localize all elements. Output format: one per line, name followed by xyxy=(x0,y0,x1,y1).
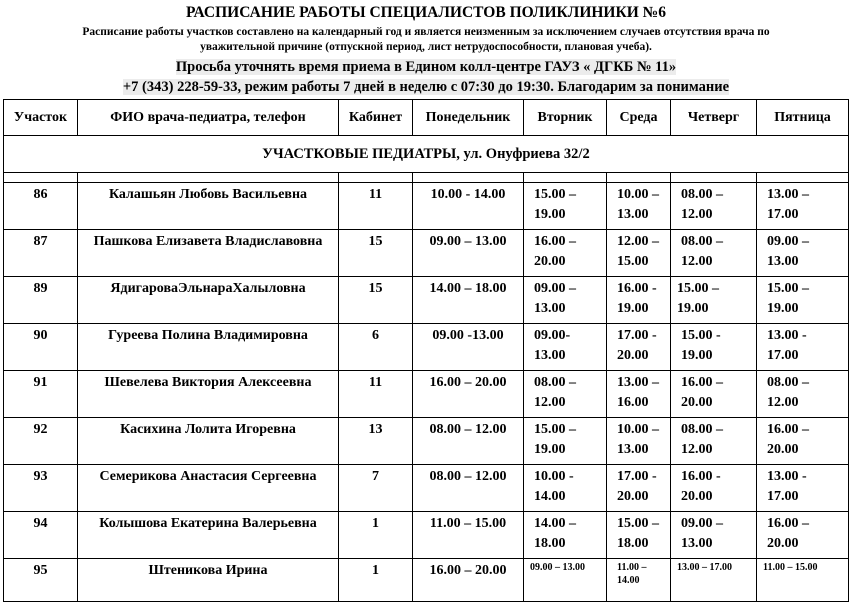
time-start: 08.00 – xyxy=(681,234,723,249)
monday-cell: 14.00 – 18.00 xyxy=(413,277,524,324)
monday-cell: 16.00 – 20.00 xyxy=(413,371,524,418)
time-start: 09.00 – xyxy=(681,516,723,531)
column-header-monday: Понедельник xyxy=(413,100,524,136)
column-header-doctor: ФИО врача-педиатра, телефон xyxy=(78,100,339,136)
time-start: 13.00 - xyxy=(767,328,807,343)
time-end: 17.00 xyxy=(767,489,799,504)
time-start: 16.00 – xyxy=(767,422,809,437)
spacer-cell xyxy=(524,173,607,183)
spacer-cell xyxy=(757,173,849,183)
time-start: 10.00 - xyxy=(534,469,574,484)
area-cell: 89 xyxy=(4,277,78,324)
thursday-cell xyxy=(671,183,757,230)
tuesday-cell xyxy=(524,230,607,277)
monday-cell: 16.00 – 20.00 xyxy=(413,559,524,602)
room-cell: 1 xyxy=(339,559,413,602)
thursday-cell xyxy=(671,230,757,277)
time-start: 09.00- xyxy=(534,328,571,343)
wednesday-cell xyxy=(607,559,671,602)
friday-cell xyxy=(757,230,849,277)
time-end: 14.00 xyxy=(617,575,640,586)
time-start: 13.00 – xyxy=(767,187,809,202)
thursday-cell xyxy=(671,512,757,559)
time-end: 20.00 xyxy=(681,395,713,410)
wednesday-cell xyxy=(607,230,671,277)
time-end: 13.00 xyxy=(617,207,649,222)
time-end: 13.00 xyxy=(681,536,713,551)
doctor-name-cell: ЯдигароваЭльнараХалыловна xyxy=(78,277,339,324)
subtitle-line-1: Расписание работы участков составлено на календарный год и является неизменным за исключением случаев отсутствия врача по xyxy=(82,26,770,38)
thursday-cell xyxy=(671,324,757,371)
room-cell: 11 xyxy=(339,371,413,418)
wednesday-cell xyxy=(607,465,671,512)
wednesday-cell xyxy=(607,418,671,465)
time-start: 14.00 – xyxy=(534,516,576,531)
doctor-name-cell: Пашкова Елизавета Владиславовна xyxy=(78,230,339,277)
friday-cell xyxy=(757,512,849,559)
wednesday-cell xyxy=(607,371,671,418)
section-row xyxy=(4,136,849,173)
friday-cell xyxy=(757,465,849,512)
tuesday-cell xyxy=(524,465,607,512)
time-start: 16.00 – xyxy=(681,375,723,390)
column-header-thursday: Четверг xyxy=(671,100,757,136)
area-cell: 91 xyxy=(4,371,78,418)
time-start: 15.00 – xyxy=(534,187,576,202)
tuesday-cell xyxy=(524,371,607,418)
thursday-cell xyxy=(671,418,757,465)
time-start: 17.00 - xyxy=(617,328,657,343)
doctor-name-cell: Колышова Екатерина Валерьевна xyxy=(78,512,339,559)
column-header-friday: Пятница xyxy=(757,100,849,136)
time-end: 20.00 xyxy=(767,442,799,457)
time-start: 13.00 - xyxy=(767,469,807,484)
room-cell: 15 xyxy=(339,230,413,277)
time-start: 15.00 - xyxy=(681,328,721,343)
wednesday-cell xyxy=(607,324,671,371)
time-start: 08.00 – xyxy=(681,187,723,202)
subtitle-line-2: уважительной причине (отпускной период, лист нетрудоспособности, плановая учеба). xyxy=(200,41,652,53)
monday-cell: 08.00 – 12.00 xyxy=(413,418,524,465)
table-row xyxy=(4,559,849,602)
time-start: 12.00 – xyxy=(617,234,659,249)
area-cell: 92 xyxy=(4,418,78,465)
time-start: 15.00 – xyxy=(617,516,659,531)
spacer-cell xyxy=(671,173,757,183)
doctor-name-cell: Шевелева Виктория Алексеевна xyxy=(78,371,339,418)
time-range: 13.00 – 17.00 xyxy=(677,562,732,573)
room-cell: 6 xyxy=(339,324,413,371)
time-end: 12.00 xyxy=(534,395,566,410)
time-end: 16.00 xyxy=(617,395,649,410)
column-header-wednesday: Среда xyxy=(607,100,671,136)
monday-cell: 08.00 – 12.00 xyxy=(413,465,524,512)
time-start: 16.00 – xyxy=(767,516,809,531)
tuesday-cell xyxy=(524,183,607,230)
tuesday-cell xyxy=(524,277,607,324)
call-center-notice xyxy=(0,59,852,76)
monday-cell: 09.00 – 13.00 xyxy=(413,230,524,277)
time-end: 19.00 xyxy=(617,301,649,316)
spacer-row xyxy=(4,173,849,183)
time-end: 14.00 xyxy=(534,489,566,504)
room-cell: 1 xyxy=(339,512,413,559)
friday-cell xyxy=(757,183,849,230)
time-end: 12.00 xyxy=(681,207,713,222)
time-end: 20.00 xyxy=(534,254,566,269)
spacer-cell xyxy=(339,173,413,183)
friday-cell xyxy=(757,371,849,418)
time-end: 19.00 xyxy=(677,301,709,316)
table-header-row xyxy=(4,100,849,136)
tuesday-cell xyxy=(524,559,607,602)
wednesday-cell xyxy=(607,277,671,324)
time-start: 09.00 – xyxy=(534,281,576,296)
time-end: 20.00 xyxy=(767,536,799,551)
time-end: 13.00 xyxy=(534,301,566,316)
monday-cell: 09.00 -13.00 xyxy=(413,324,524,371)
thursday-cell xyxy=(671,277,757,324)
time-start: 16.00 - xyxy=(617,281,657,296)
time-end: 13.00 xyxy=(534,348,566,363)
area-cell: 95 xyxy=(4,559,78,602)
call-center-text: Просьба уточнять время приема в Едином колл-центре ГАУЗ « ДГКБ № 11» xyxy=(175,59,677,75)
time-start: 15.00 – xyxy=(767,281,809,296)
table-row xyxy=(4,418,849,465)
wednesday-cell xyxy=(607,512,671,559)
column-header-tuesday: Вторник xyxy=(524,100,607,136)
doctor-name-cell: Штеникова Ирина xyxy=(78,559,339,602)
area-cell: 87 xyxy=(4,230,78,277)
time-start: 08.00 – xyxy=(534,375,576,390)
time-end: 19.00 xyxy=(681,348,713,363)
time-start: 13.00 – xyxy=(617,375,659,390)
time-end: 15.00 xyxy=(617,254,649,269)
time-range: 09.00 – 13.00 xyxy=(530,562,585,573)
time-end: 20.00 xyxy=(617,489,649,504)
time-end: 12.00 xyxy=(681,442,713,457)
wednesday-cell xyxy=(607,183,671,230)
time-start: 16.00 - xyxy=(681,469,721,484)
table-row xyxy=(4,465,849,512)
spacer-cell xyxy=(607,173,671,183)
time-range: 11.00 – 15.00 xyxy=(763,562,818,573)
tuesday-cell xyxy=(524,324,607,371)
thursday-cell xyxy=(671,559,757,602)
spacer-cell xyxy=(413,173,524,183)
time-start: 08.00 – xyxy=(767,375,809,390)
doctor-name-cell: Гуреева Полина Владимировна xyxy=(78,324,339,371)
time-start: 11.00 – xyxy=(617,562,647,573)
tuesday-cell xyxy=(524,418,607,465)
time-end: 12.00 xyxy=(681,254,713,269)
friday-cell xyxy=(757,418,849,465)
time-end: 20.00 xyxy=(617,348,649,363)
monday-cell: 11.00 – 15.00 xyxy=(413,512,524,559)
time-start: 17.00 - xyxy=(617,469,657,484)
time-end: 13.00 xyxy=(767,254,799,269)
time-end: 17.00 xyxy=(767,348,799,363)
area-cell: 90 xyxy=(4,324,78,371)
time-end: 19.00 xyxy=(767,301,799,316)
table-row xyxy=(4,371,849,418)
friday-cell xyxy=(757,559,849,602)
table-row xyxy=(4,277,849,324)
table-row xyxy=(4,324,849,371)
area-cell: 94 xyxy=(4,512,78,559)
column-header-room: Кабинет xyxy=(339,100,413,136)
time-start: 15.00 – xyxy=(677,281,719,296)
time-end: 20.00 xyxy=(681,489,713,504)
room-cell: 15 xyxy=(339,277,413,324)
time-end: 19.00 xyxy=(534,442,566,457)
time-end: 19.00 xyxy=(534,207,566,222)
column-header-area: Участок xyxy=(4,100,78,136)
doctor-name-cell: Семерикова Анастасия Сергеевна xyxy=(78,465,339,512)
room-cell: 7 xyxy=(339,465,413,512)
table-row xyxy=(4,512,849,559)
friday-cell xyxy=(757,324,849,371)
time-end: 18.00 xyxy=(534,536,566,551)
monday-cell: 10.00 - 14.00 xyxy=(413,183,524,230)
schedule-table xyxy=(3,99,849,602)
section-title: УЧАСТКОВЫЕ ПЕДИАТРЫ, ул. Онуфриева 32/2 xyxy=(4,136,849,173)
time-end: 13.00 xyxy=(617,442,649,457)
area-cell: 86 xyxy=(4,183,78,230)
time-start: 08.00 – xyxy=(681,422,723,437)
phone-notice xyxy=(0,79,852,96)
area-cell: 93 xyxy=(4,465,78,512)
time-start: 10.00 – xyxy=(617,187,659,202)
page-title: РАСПИСАНИЕ РАБОТЫ СПЕЦИАЛИСТОВ ПОЛИКЛИНИКИ №6 xyxy=(186,4,666,21)
doctor-name-cell: Калашьян Любовь Васильевна xyxy=(78,183,339,230)
time-start: 10.00 – xyxy=(617,422,659,437)
doctor-name-cell: Касихина Лолита Игоревна xyxy=(78,418,339,465)
time-end: 18.00 xyxy=(617,536,649,551)
time-start: 15.00 – xyxy=(534,422,576,437)
thursday-cell xyxy=(671,465,757,512)
friday-cell xyxy=(757,277,849,324)
thursday-cell xyxy=(671,371,757,418)
spacer-cell xyxy=(78,173,339,183)
room-cell: 13 xyxy=(339,418,413,465)
tuesday-cell xyxy=(524,512,607,559)
spacer-cell xyxy=(4,173,78,183)
time-end: 17.00 xyxy=(767,207,799,222)
phone-text: +7 (343) 228-59-33, режим работы 7 дней в неделю с 07:30 до 19:30. Благодарим за понимание xyxy=(122,79,730,95)
table-row xyxy=(4,183,849,230)
time-start: 16.00 – xyxy=(534,234,576,249)
room-cell: 11 xyxy=(339,183,413,230)
table-row xyxy=(4,230,849,277)
time-start: 09.00 – xyxy=(767,234,809,249)
time-end: 12.00 xyxy=(767,395,799,410)
